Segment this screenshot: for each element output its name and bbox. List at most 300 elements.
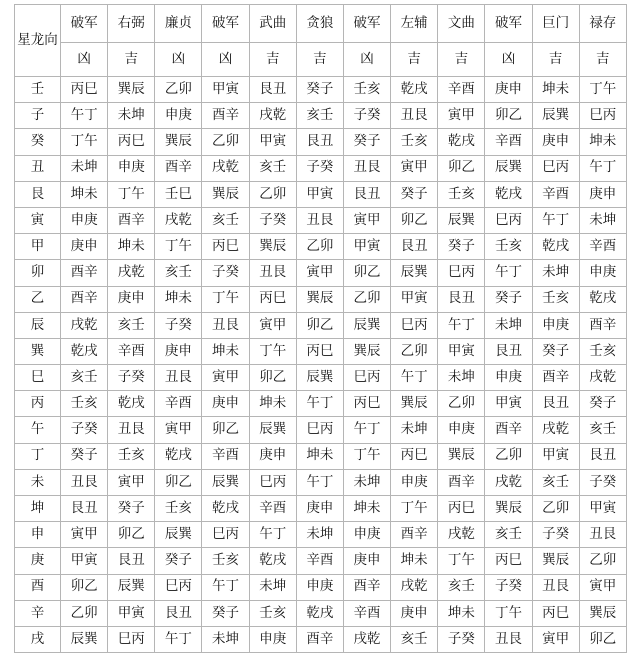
table-cell: 未坤 — [532, 260, 579, 286]
table-cell: 午丁 — [296, 469, 343, 495]
table-cell: 申庚 — [579, 260, 626, 286]
table-row — [15, 522, 627, 548]
direction-label: 酉 — [15, 574, 61, 600]
table-cell: 亥壬 — [61, 365, 108, 391]
table-cell: 巳丙 — [202, 522, 249, 548]
direction-label: 未 — [15, 469, 61, 495]
star-name-row — [15, 5, 627, 43]
table-cell: 午丁 — [249, 522, 296, 548]
table-row — [15, 181, 627, 207]
table-cell: 未坤 — [202, 626, 249, 652]
table-cell: 庚申 — [579, 181, 626, 207]
table-cell: 丑艮 — [343, 155, 390, 181]
table-cell: 申庚 — [249, 626, 296, 652]
table-cell: 子癸 — [108, 365, 155, 391]
table-cell: 卯乙 — [438, 155, 485, 181]
table-cell: 乾戌 — [579, 286, 626, 312]
table-cell: 未坤 — [485, 312, 532, 338]
table-row — [15, 260, 627, 286]
table-cell: 亥壬 — [296, 103, 343, 129]
table-cell: 甲寅 — [108, 600, 155, 626]
table-cell: 酉辛 — [108, 207, 155, 233]
table-cell: 巽辰 — [579, 600, 626, 626]
table-cell: 卯乙 — [61, 574, 108, 600]
table-cell: 戌乾 — [438, 522, 485, 548]
direction-label: 甲 — [15, 234, 61, 260]
table-cell: 巳丙 — [391, 312, 438, 338]
table-cell: 庚申 — [296, 496, 343, 522]
table-cell: 坤未 — [532, 77, 579, 103]
table-cell: 寅甲 — [61, 522, 108, 548]
table-cell: 午丁 — [61, 103, 108, 129]
direction-label: 子 — [15, 103, 61, 129]
table-cell: 亥壬 — [485, 522, 532, 548]
table-cell: 戌乾 — [202, 155, 249, 181]
table-cell: 午丁 — [579, 155, 626, 181]
table-cell: 卯乙 — [108, 522, 155, 548]
table-cell: 艮丑 — [485, 338, 532, 364]
table-cell: 甲寅 — [532, 443, 579, 469]
table-cell: 子癸 — [155, 312, 202, 338]
table-row — [15, 626, 627, 652]
table-cell: 辛酉 — [343, 600, 390, 626]
table-cell: 丁午 — [438, 548, 485, 574]
table-cell: 戌乾 — [249, 103, 296, 129]
table-cell: 壬亥 — [155, 496, 202, 522]
table-cell: 庚申 — [343, 548, 390, 574]
table-cell: 寅甲 — [343, 207, 390, 233]
table-cell: 艮丑 — [343, 181, 390, 207]
table-cell: 未坤 — [61, 155, 108, 181]
table-cell: 辰巽 — [249, 417, 296, 443]
table-cell: 丙巳 — [391, 443, 438, 469]
table-row — [15, 391, 627, 417]
table-cell: 丑艮 — [155, 365, 202, 391]
table-cell: 壬亥 — [202, 548, 249, 574]
table-cell: 丑艮 — [532, 574, 579, 600]
table-cell: 丙巳 — [296, 338, 343, 364]
table-cell: 酉辛 — [61, 286, 108, 312]
table-cell: 酉辛 — [438, 469, 485, 495]
fortune-cell: 吉 — [391, 43, 438, 77]
table-cell: 甲寅 — [61, 548, 108, 574]
table-cell: 坤未 — [343, 496, 390, 522]
table-cell: 艮丑 — [391, 234, 438, 260]
table-cell: 坤未 — [108, 234, 155, 260]
table-cell: 亥壬 — [249, 155, 296, 181]
table-cell: 申庚 — [438, 417, 485, 443]
table-cell: 寅甲 — [391, 155, 438, 181]
table-cell: 亥壬 — [579, 417, 626, 443]
table-row — [15, 312, 627, 338]
table-cell: 辛酉 — [485, 129, 532, 155]
table-cell: 艮丑 — [61, 496, 108, 522]
table-cell: 辰巽 — [485, 155, 532, 181]
table-cell: 甲寅 — [485, 391, 532, 417]
table-cell: 寅甲 — [532, 626, 579, 652]
direction-label: 寅 — [15, 207, 61, 233]
table-cell: 午丁 — [438, 312, 485, 338]
table-cell: 子癸 — [202, 260, 249, 286]
table-cell: 未坤 — [579, 207, 626, 233]
table-cell: 卯乙 — [343, 260, 390, 286]
table-cell: 庚申 — [391, 600, 438, 626]
table-cell: 壬亥 — [438, 181, 485, 207]
direction-label: 辛 — [15, 600, 61, 626]
table-cell: 丑艮 — [61, 469, 108, 495]
table-cell: 寅甲 — [155, 417, 202, 443]
table-cell: 申庚 — [532, 312, 579, 338]
star-header-cell: 破军 — [202, 5, 249, 43]
table-cell: 乙卯 — [202, 129, 249, 155]
table-cell: 乙卯 — [532, 496, 579, 522]
table-cell: 艮丑 — [155, 600, 202, 626]
table-cell: 申庚 — [108, 155, 155, 181]
direction-label: 巽 — [15, 338, 61, 364]
star-header-cell: 禄存 — [579, 5, 626, 43]
table-cell: 巳丙 — [579, 103, 626, 129]
table-cell: 乙卯 — [296, 234, 343, 260]
table-cell: 午丁 — [296, 391, 343, 417]
table-cell: 甲寅 — [438, 338, 485, 364]
table-cell: 乾戌 — [296, 600, 343, 626]
table-cell: 辰巽 — [108, 574, 155, 600]
table-cell: 卯乙 — [155, 469, 202, 495]
table-cell: 乙卯 — [579, 548, 626, 574]
table-cell: 庚申 — [485, 77, 532, 103]
table-row — [15, 155, 627, 181]
table-cell: 丁午 — [485, 600, 532, 626]
table-cell: 壬巳 — [155, 181, 202, 207]
fortune-cell: 吉 — [108, 43, 155, 77]
table-cell: 寅甲 — [108, 469, 155, 495]
table-cell: 癸子 — [61, 443, 108, 469]
table-cell: 寅甲 — [249, 312, 296, 338]
table-cell: 戌乾 — [485, 469, 532, 495]
table-cell: 丁午 — [202, 286, 249, 312]
table-cell: 乙卯 — [61, 600, 108, 626]
table-cell: 辛酉 — [296, 548, 343, 574]
table-cell: 艮丑 — [438, 286, 485, 312]
direction-label: 丑 — [15, 155, 61, 181]
direction-label: 丙 — [15, 391, 61, 417]
table-cell: 子癸 — [343, 103, 390, 129]
fortune-cell: 吉 — [532, 43, 579, 77]
table-cell: 癸子 — [343, 129, 390, 155]
table-cell: 甲寅 — [391, 286, 438, 312]
table-cell: 辰巽 — [155, 522, 202, 548]
table-cell: 乙卯 — [155, 77, 202, 103]
table-cell: 艮丑 — [108, 548, 155, 574]
table-cell: 巳丙 — [485, 207, 532, 233]
direction-label: 艮 — [15, 181, 61, 207]
table-cell: 丑艮 — [391, 103, 438, 129]
table-cell: 壬亥 — [249, 600, 296, 626]
table-cell: 癸子 — [296, 77, 343, 103]
table-cell: 乾戌 — [391, 77, 438, 103]
table-row — [15, 234, 627, 260]
table-cell: 申庚 — [61, 207, 108, 233]
table-cell: 坤未 — [391, 548, 438, 574]
star-header-cell: 文曲 — [438, 5, 485, 43]
table-cell: 寅甲 — [579, 574, 626, 600]
table-cell: 巳丙 — [532, 155, 579, 181]
table-cell: 巽辰 — [343, 338, 390, 364]
fortune-cell: 凶 — [61, 43, 108, 77]
table-cell: 癸子 — [485, 286, 532, 312]
fortune-cell: 吉 — [438, 43, 485, 77]
table-cell: 甲寅 — [579, 496, 626, 522]
table-cell: 卯乙 — [202, 417, 249, 443]
table-cell: 酉辛 — [532, 365, 579, 391]
table-cell: 巳丙 — [343, 365, 390, 391]
table-cell: 庚申 — [249, 443, 296, 469]
table-cell: 卯乙 — [391, 207, 438, 233]
table-cell: 巽辰 — [296, 286, 343, 312]
table-cell: 酉辛 — [343, 574, 390, 600]
table-cell: 卯乙 — [249, 365, 296, 391]
table-cell: 午丁 — [202, 574, 249, 600]
table-cell: 坤未 — [155, 286, 202, 312]
table-row — [15, 103, 627, 129]
table-cell: 艮丑 — [579, 443, 626, 469]
fortune-cell: 吉 — [249, 43, 296, 77]
table-cell: 酉辛 — [155, 155, 202, 181]
table-cell: 甲寅 — [296, 181, 343, 207]
table-cell: 丑艮 — [485, 626, 532, 652]
table-cell: 癸子 — [202, 600, 249, 626]
table-cell: 辛酉 — [249, 496, 296, 522]
table-cell: 酉辛 — [579, 312, 626, 338]
table-cell: 子癸 — [438, 626, 485, 652]
table-row — [15, 443, 627, 469]
fortune-cell: 凶 — [485, 43, 532, 77]
table-row — [15, 469, 627, 495]
table-cell: 辰巽 — [438, 207, 485, 233]
table-cell: 子癸 — [249, 207, 296, 233]
table-cell: 癸子 — [438, 234, 485, 260]
table-cell: 甲寅 — [249, 129, 296, 155]
fortune-cell: 凶 — [343, 43, 390, 77]
direction-label: 坤 — [15, 496, 61, 522]
table-cell: 巳丙 — [155, 574, 202, 600]
table-cell: 乾戌 — [155, 443, 202, 469]
table-cell: 巳丙 — [249, 469, 296, 495]
table-cell: 辰巽 — [391, 260, 438, 286]
table-cell: 乾戌 — [108, 391, 155, 417]
table-cell: 壬亥 — [485, 234, 532, 260]
table-row — [15, 365, 627, 391]
table-cell: 辛酉 — [155, 391, 202, 417]
table-cell: 戌乾 — [108, 260, 155, 286]
table-cell: 艮丑 — [532, 391, 579, 417]
table-cell: 巽辰 — [485, 496, 532, 522]
direction-label: 戌 — [15, 626, 61, 652]
table-cell: 巽辰 — [438, 443, 485, 469]
table-cell: 丙巳 — [108, 129, 155, 155]
table-cell: 未坤 — [391, 417, 438, 443]
table-cell: 丑艮 — [296, 207, 343, 233]
table-cell: 癸子 — [579, 391, 626, 417]
fortune-cell: 凶 — [155, 43, 202, 77]
table-cell: 未坤 — [438, 365, 485, 391]
table-cell: 壬亥 — [391, 129, 438, 155]
table-cell: 巽辰 — [532, 548, 579, 574]
table-cell: 庚申 — [155, 338, 202, 364]
table-cell: 子癸 — [296, 155, 343, 181]
table-row — [15, 129, 627, 155]
table-cell: 亥壬 — [438, 574, 485, 600]
table-cell: 子癸 — [61, 417, 108, 443]
star-header-cell: 巨门 — [532, 5, 579, 43]
table-cell: 丁午 — [579, 77, 626, 103]
table-cell: 戌乾 — [155, 207, 202, 233]
table-cell: 亥壬 — [391, 626, 438, 652]
table-cell: 坤未 — [296, 443, 343, 469]
table-cell: 子癸 — [485, 574, 532, 600]
table-cell: 乾戌 — [532, 234, 579, 260]
table-cell: 乾戌 — [202, 496, 249, 522]
direction-label: 丁 — [15, 443, 61, 469]
table-cell: 酉辛 — [391, 522, 438, 548]
table-cell: 庚申 — [202, 391, 249, 417]
table-cell: 巽辰 — [155, 129, 202, 155]
table-row — [15, 548, 627, 574]
table-cell: 丙巳 — [202, 234, 249, 260]
table-cell: 丁午 — [108, 181, 155, 207]
table-cell: 子癸 — [532, 522, 579, 548]
table-cell: 丁午 — [249, 338, 296, 364]
table-cell: 丑艮 — [249, 260, 296, 286]
table-cell: 申庚 — [296, 574, 343, 600]
table-cell: 亥壬 — [202, 207, 249, 233]
direction-label: 辰 — [15, 312, 61, 338]
table-cell: 乾戌 — [61, 338, 108, 364]
fortune-cell: 凶 — [202, 43, 249, 77]
table-cell: 壬亥 — [343, 77, 390, 103]
table-cell: 甲寅 — [202, 77, 249, 103]
table-row — [15, 574, 627, 600]
table-cell: 辛酉 — [108, 338, 155, 364]
table-cell: 丙巳 — [438, 496, 485, 522]
table-cell: 午丁 — [532, 207, 579, 233]
table-cell: 坤未 — [438, 600, 485, 626]
direction-label: 壬 — [15, 77, 61, 103]
table-cell: 乙卯 — [485, 443, 532, 469]
table-cell: 丑艮 — [579, 522, 626, 548]
table-cell: 辰巽 — [296, 365, 343, 391]
direction-label: 庚 — [15, 548, 61, 574]
table-cell: 坤未 — [202, 338, 249, 364]
fortune-cell: 吉 — [579, 43, 626, 77]
table-cell: 午丁 — [155, 626, 202, 652]
table-cell: 辛酉 — [579, 234, 626, 260]
table-cell: 巳丙 — [438, 260, 485, 286]
table-row — [15, 417, 627, 443]
table-cell: 亥壬 — [532, 469, 579, 495]
table-cell: 壬亥 — [61, 391, 108, 417]
table-cell: 癸子 — [532, 338, 579, 364]
corner-label: 星龙向 — [17, 31, 58, 48]
table-cell: 酉辛 — [61, 260, 108, 286]
table-cell: 卯乙 — [579, 626, 626, 652]
table-cell: 辛酉 — [202, 443, 249, 469]
table-cell: 乙卯 — [391, 338, 438, 364]
table-cell: 酉辛 — [296, 626, 343, 652]
star-header-cell: 廉贞 — [155, 5, 202, 43]
table-cell: 酉辛 — [485, 417, 532, 443]
table-cell: 申庚 — [391, 469, 438, 495]
table-cell: 坤未 — [61, 181, 108, 207]
table-cell: 巽辰 — [391, 391, 438, 417]
table-cell: 申庚 — [155, 103, 202, 129]
table-cell: 辰巽 — [202, 469, 249, 495]
table-cell: 艮丑 — [249, 77, 296, 103]
table-cell: 辛酉 — [438, 77, 485, 103]
table-cell: 艮丑 — [296, 129, 343, 155]
star-header-cell: 右弼 — [108, 5, 155, 43]
table-cell: 癸子 — [108, 496, 155, 522]
table-cell: 寅甲 — [438, 103, 485, 129]
table-row — [15, 600, 627, 626]
table-cell: 坤未 — [579, 129, 626, 155]
fortune-cell: 吉 — [296, 43, 343, 77]
table-cell: 寅甲 — [202, 365, 249, 391]
table-cell: 未坤 — [108, 103, 155, 129]
table-cell: 丑艮 — [108, 417, 155, 443]
table-cell: 乾戌 — [438, 129, 485, 155]
table-cell: 卯乙 — [296, 312, 343, 338]
direction-label: 癸 — [15, 129, 61, 155]
table-cell: 亥壬 — [155, 260, 202, 286]
direction-label: 巳 — [15, 365, 61, 391]
table-cell: 辰巽 — [61, 626, 108, 652]
corner-header — [15, 5, 61, 77]
table-row — [15, 207, 627, 233]
table-cell: 戌乾 — [391, 574, 438, 600]
table-cell: 午丁 — [343, 417, 390, 443]
table-cell: 丁午 — [155, 234, 202, 260]
table-cell: 癸子 — [155, 548, 202, 574]
table-cell: 丁午 — [61, 129, 108, 155]
table-cell: 未坤 — [249, 574, 296, 600]
table-cell: 戌乾 — [343, 626, 390, 652]
table-cell: 巽辰 — [249, 234, 296, 260]
table-cell: 戌乾 — [61, 312, 108, 338]
table-cell: 丙巳 — [485, 548, 532, 574]
table-cell: 巳丙 — [296, 417, 343, 443]
table-cell: 乾戌 — [485, 181, 532, 207]
table-cell: 庚申 — [532, 129, 579, 155]
table-row — [15, 496, 627, 522]
table-cell: 卯乙 — [485, 103, 532, 129]
table-cell: 乙卯 — [249, 181, 296, 207]
table-cell: 甲寅 — [343, 234, 390, 260]
table-cell: 丙巳 — [343, 391, 390, 417]
table-cell: 丁午 — [343, 443, 390, 469]
table-cell: 丙巳 — [61, 77, 108, 103]
direction-label: 卯 — [15, 260, 61, 286]
table-cell: 未坤 — [296, 522, 343, 548]
direction-label: 申 — [15, 522, 61, 548]
table-cell: 巳丙 — [108, 626, 155, 652]
table-cell: 子癸 — [579, 469, 626, 495]
table-cell: 戌乾 — [532, 417, 579, 443]
table-cell: 乙卯 — [343, 286, 390, 312]
direction-label: 乙 — [15, 286, 61, 312]
table-cell: 辰巽 — [343, 312, 390, 338]
star-header-cell: 贪狼 — [296, 5, 343, 43]
